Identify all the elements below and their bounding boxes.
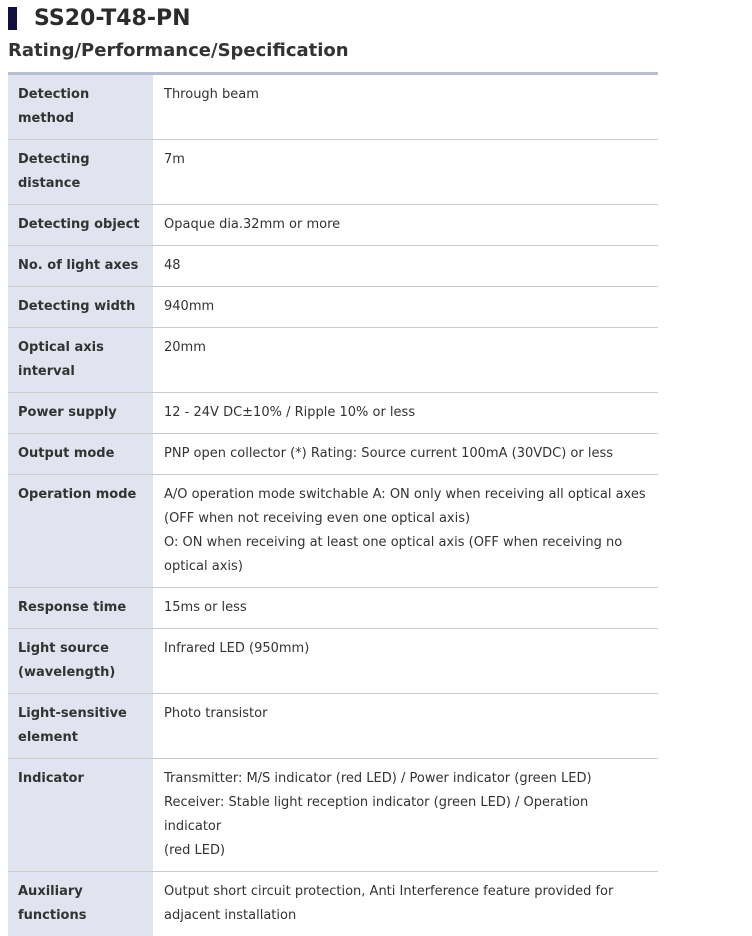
spec-value-line: Photo transistor <box>164 706 267 721</box>
spec-label-line: interval <box>18 364 75 379</box>
spec-label-line: Light source <box>18 641 109 656</box>
spec-label-line: Power supply <box>18 405 117 420</box>
spec-label-line: Detecting object <box>18 217 140 232</box>
spec-label <box>8 205 153 246</box>
spec-value-line: O: ON when receiving at least one optical axis (OFF when receiving no <box>164 535 622 550</box>
spec-label-line: (wavelength) <box>18 665 115 680</box>
spec-value-line: adjacent installation <box>164 908 296 923</box>
spec-label-line: Indicator <box>18 771 84 786</box>
spec-value-line: Infrared LED (950mm) <box>164 641 309 656</box>
spec-value <box>153 393 658 434</box>
spec-row <box>8 629 658 694</box>
spec-value <box>153 694 658 759</box>
spec-value <box>153 434 658 475</box>
spec-label <box>8 759 153 872</box>
title-accent-bar <box>8 7 17 30</box>
spec-label-line: Auxiliary <box>18 884 83 899</box>
spec-value-line: 940mm <box>164 299 214 314</box>
spec-row <box>8 475 658 588</box>
spec-label <box>8 588 153 629</box>
spec-value <box>153 629 658 694</box>
spec-value-line: 20mm <box>164 340 206 355</box>
spec-label <box>8 140 153 205</box>
spec-row <box>8 140 658 205</box>
spec-label-line: Output mode <box>18 446 114 461</box>
spec-label-line: Optical axis <box>18 340 104 355</box>
spec-value-line: Transmitter: M/S indicator (red LED) / Power indicator (green LED) <box>164 771 592 786</box>
spec-table-body <box>8 75 658 936</box>
spec-label-line: Detecting <box>18 152 90 167</box>
spec-label <box>8 75 153 140</box>
spec-row <box>8 434 658 475</box>
title-row <box>8 5 191 31</box>
spec-label-line: functions <box>18 908 86 923</box>
spec-label-line: distance <box>18 176 80 191</box>
section-heading: Rating/Performance/Specification <box>8 40 349 61</box>
spec-value-line: (red LED) <box>164 843 225 858</box>
spec-label <box>8 393 153 434</box>
spec-value <box>153 287 658 328</box>
spec-value <box>153 205 658 246</box>
spec-label-line: Detection method <box>18 87 89 126</box>
spec-value-line: 12 - 24V DC±10% / Ripple 10% or less <box>164 405 415 420</box>
spec-value-line: A/O operation mode switchable A: ON only when receiving all optical axes <box>164 487 646 502</box>
spec-label <box>8 434 153 475</box>
spec-value <box>153 246 658 287</box>
spec-value-line: optical axis) <box>164 559 243 574</box>
spec-row <box>8 694 658 759</box>
page-title: SS20-T48-PN <box>34 6 191 31</box>
spec-value <box>153 475 658 588</box>
spec-label <box>8 872 153 936</box>
spec-label <box>8 328 153 393</box>
spec-value <box>153 75 658 140</box>
spec-row <box>8 588 658 629</box>
spec-label <box>8 246 153 287</box>
spec-value-line: 7m <box>164 152 185 167</box>
spec-value <box>153 872 658 936</box>
spec-label <box>8 475 153 588</box>
spec-label-line: No. of light axes <box>18 258 138 273</box>
spec-value <box>153 588 658 629</box>
spec-value <box>153 759 658 872</box>
spec-value-line: PNP open collector (*) Rating: Source current 100mA (30VDC) or less <box>164 446 613 461</box>
spec-value-line: Output short circuit protection, Anti Interference feature provided for <box>164 884 613 899</box>
spec-row <box>8 759 658 872</box>
spec-value-line: 48 <box>164 258 181 273</box>
spec-value-line: Through beam <box>164 87 259 102</box>
spec-value-line: Opaque dia.32mm or more <box>164 217 340 232</box>
spec-label <box>8 629 153 694</box>
spec-label-line: Light-sensitive <box>18 706 127 721</box>
spec-row <box>8 393 658 434</box>
spec-label-line: Detecting width <box>18 299 135 314</box>
spec-row <box>8 287 658 328</box>
spec-value-line: Receiver: Stable light reception indicator (green LED) / Operation indicator <box>164 795 588 834</box>
spec-label-line: Operation mode <box>18 487 136 502</box>
spec-row <box>8 205 658 246</box>
spec-value <box>153 140 658 205</box>
spec-label-line: element <box>18 730 78 745</box>
spec-row <box>8 246 658 287</box>
spec-row <box>8 872 658 936</box>
spec-label <box>8 287 153 328</box>
spec-label-line: Response time <box>18 600 126 615</box>
spec-row <box>8 75 658 140</box>
spec-label <box>8 694 153 759</box>
spec-value-line: (OFF when not receiving even one optical axis) <box>164 511 470 526</box>
spec-value-line: 15ms or less <box>164 600 247 615</box>
spec-value <box>153 328 658 393</box>
spec-table <box>8 75 658 936</box>
spec-row <box>8 328 658 393</box>
